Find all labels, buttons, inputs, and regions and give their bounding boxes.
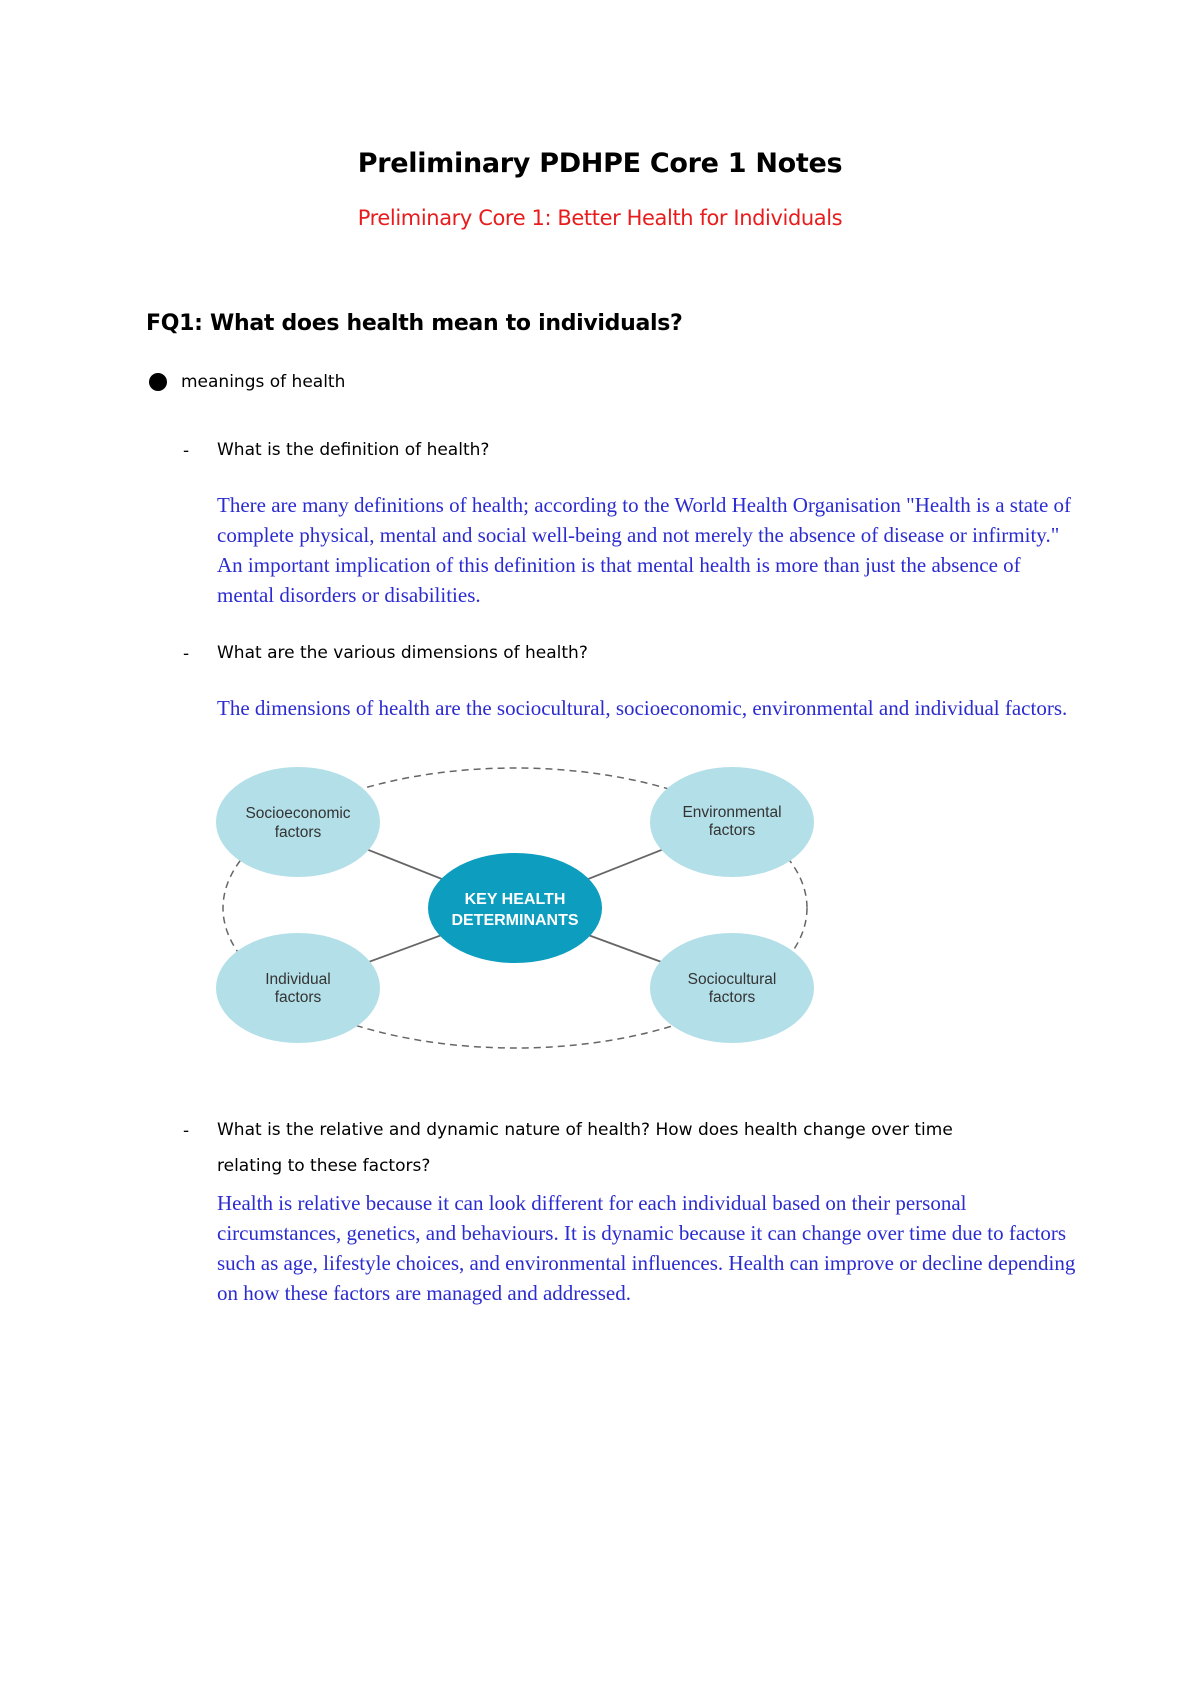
health-determinants-diagram (210, 760, 830, 1070)
node-label: factors (274, 824, 322, 841)
dash-marker: - (183, 644, 190, 664)
page-subtitle: Preliminary Core 1: Better Health for Individuals (357, 206, 843, 230)
focus-question-heading: FQ1: What does health mean to individuals? (146, 311, 683, 336)
question-definition: What is the definition of health? (217, 440, 490, 460)
center-label: DETERMINANTS (451, 912, 579, 929)
question-relative-dynamic: What is the relative and dynamic nature of health? How does health change over time relating to these factors? (217, 1120, 953, 1176)
node-sociocultural (650, 933, 814, 1043)
node-label: factors (274, 989, 322, 1006)
node-label: Sociocultural (687, 971, 777, 988)
bullet-dot-icon (149, 373, 167, 391)
node-individual (216, 933, 380, 1043)
answer-dimensions: The dimensions of health are the sociocultural, socioeconomic, environmental and individual factors. (217, 696, 1068, 720)
node-label: Environmental (682, 804, 782, 821)
answer-relative-dynamic: Health is relative because it can look different for each individual based on their personal circumstances, genetics, and behaviours. It is dynamic because it can change over time due to factors such as age, lifestyle choices, and environmental influences. Health can improve or decline depending on how these factors are managed and addressed. (217, 1191, 1076, 1305)
node-label: factors (708, 989, 756, 1006)
page-title: Preliminary PDHPE Core 1 Notes (357, 148, 843, 179)
question-dimensions: What are the various dimensions of health? (217, 643, 588, 663)
node-center (428, 853, 602, 963)
dash-marker: - (183, 441, 190, 461)
answer-definition: There are many definitions of health; according to the World Health Organisation "Health is a state of complete physical, mental and social well-being and not merely the absence of disease or infirmity." An important implication of this definition is that mental health is more than just the absence of mental disorders or disabilities. (217, 493, 1072, 607)
node-label: factors (708, 822, 756, 839)
dash-marker: - (183, 1121, 190, 1141)
node-label: Individual (265, 971, 331, 988)
bullet-label: meanings of health (181, 372, 346, 392)
center-label: KEY HEALTH (464, 891, 566, 908)
node-label: Socioeconomic (245, 805, 351, 822)
node-socioeconomic (216, 767, 380, 877)
